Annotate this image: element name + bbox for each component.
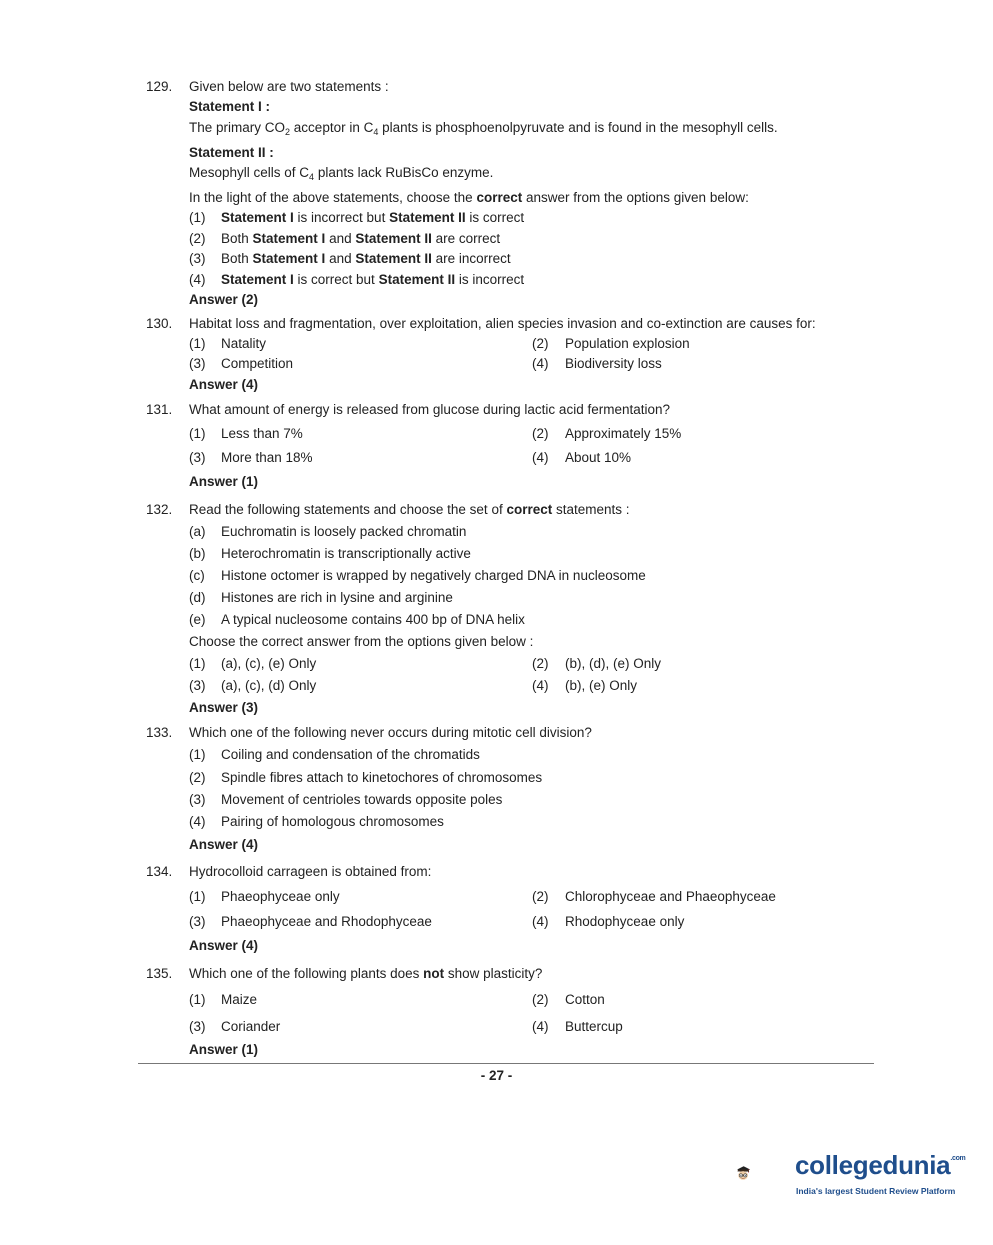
option-text: Phaeophyceae and Rhodophyceae [221, 914, 432, 929]
statement-text: Mesophyll cells of $C_4$ plants lack RuBisCo enzyme. [189, 165, 494, 182]
option-text: Cotton [565, 992, 605, 1007]
question-number: 130. [146, 316, 173, 331]
option-number: (3) [189, 450, 206, 465]
option-text: Competition [221, 356, 294, 371]
answer: Answer (1) [189, 474, 259, 489]
option-text: More than 18% [221, 450, 313, 465]
question-number: 134. [146, 864, 173, 879]
option-text: Coriander [221, 1019, 281, 1034]
option-number: (2) [532, 656, 549, 671]
option-number: (1) [189, 747, 206, 762]
question-text: Habitat loss and fragmentation, over exploitation, alien species invasion and co-extinction are causes for: [189, 316, 816, 331]
statement-label: Statement II : [189, 145, 274, 160]
option-text: About 10% [565, 450, 632, 465]
option-number: (2) [532, 426, 549, 441]
option-text: Buttercup [565, 1019, 623, 1034]
option-number: (4) [532, 356, 549, 371]
option-text: Coiling and condensation of the chromatids [221, 747, 480, 762]
option-text: Pairing of homologous chromosomes [221, 814, 444, 829]
question-number: 133. [146, 725, 173, 740]
option-number: (2) [189, 231, 206, 246]
answer: Answer (3) [189, 700, 259, 715]
question-text: Which one of the following never occurs during mitotic cell division? [189, 725, 592, 740]
statement-text: Euchromatin is loosely packed chromatin [221, 524, 467, 539]
option-text: Spindle fibres attach to kinetochores of chromosomes [221, 770, 543, 785]
option-number: (4) [189, 272, 206, 287]
option-number: (2) [532, 992, 549, 1007]
statement-label: (a) [189, 524, 206, 539]
statement-text: A typical nucleosome contains 400 bp of DNA helix [221, 612, 525, 627]
question-text: Given below are two statements : [189, 79, 389, 94]
mascot-icon [735, 1138, 797, 1208]
answer: Answer (1) [189, 1042, 259, 1057]
option-number: (3) [189, 251, 206, 266]
option-text: Both Statement I and Statement II are correct [221, 231, 501, 246]
statement-text: Histone octomer is wrapped by negatively charged DNA in nucleosome [221, 568, 646, 583]
option-text: Biodiversity loss [565, 356, 662, 371]
option-text: Statement I is correct but Statement II is incorrect [221, 272, 525, 287]
statement-label: (b) [189, 546, 206, 561]
statement-label: (c) [189, 568, 205, 583]
option-text: Movement of centrioles towards opposite poles [221, 792, 503, 807]
option-number: (2) [532, 889, 549, 904]
option-number: (4) [532, 678, 549, 693]
option-number: (1) [189, 656, 206, 671]
question-text: Which one of the following plants does not show plasticity? [189, 966, 543, 981]
option-text: (a), (c), (e) Only [221, 656, 317, 671]
brand-logo-text: collegedunia$^{.com}$ [795, 1150, 966, 1180]
page-number: - 27 - [480, 1068, 513, 1083]
option-number: (4) [532, 450, 549, 465]
option-text: Statement I is incorrect but Statement II is correct [221, 210, 525, 225]
statement-text: Histones are rich in lysine and arginine [221, 590, 453, 605]
option-text: Rhodophyceae only [565, 914, 685, 929]
option-number: (1) [189, 426, 206, 441]
statement-label: (e) [189, 612, 206, 627]
instruction-text: In the light of the above statements, choose the correct answer from the options given below: [189, 190, 749, 205]
option-text: Phaeophyceae only [221, 889, 340, 904]
statement-text: The primary $CO_2$ acceptor in $C_4$ plants is phosphoenolpyruvate and is found in the mesophyll cells. [189, 120, 778, 137]
option-text: Approximately 15% [565, 426, 682, 441]
option-number: (3) [189, 792, 206, 807]
question-text: Hydrocolloid carrageen is obtained from: [189, 864, 432, 879]
question-number: 132. [146, 502, 173, 517]
answer: Answer (4) [189, 837, 259, 852]
option-number: (1) [189, 336, 206, 351]
option-text: Maize [221, 992, 258, 1007]
footer-divider [138, 1063, 874, 1064]
option-number: (2) [189, 770, 206, 785]
option-number: (1) [189, 889, 206, 904]
answer: Answer (4) [189, 377, 259, 392]
option-text: Natality [221, 336, 267, 351]
option-number: (1) [189, 210, 206, 225]
question-number: 135. [146, 966, 173, 981]
option-text: Less than 7% [221, 426, 303, 441]
question-number: 129. [146, 79, 173, 94]
question-text: What amount of energy is released from glucose during lactic acid fermentation? [189, 402, 670, 417]
instruction-text: Choose the correct answer from the options given below : [189, 634, 534, 649]
statement-label: (d) [189, 590, 206, 605]
option-text: Both Statement I and Statement II are incorrect [221, 251, 511, 266]
option-number: (4) [532, 1019, 549, 1034]
option-text: (b), (d), (e) Only [565, 656, 662, 671]
option-number: (3) [189, 356, 206, 371]
statement-text: Heterochromatin is transcriptionally active [221, 546, 471, 561]
option-text: Chlorophyceae and Phaeophyceae [565, 889, 776, 904]
answer: Answer (2) [189, 292, 259, 307]
answer: Answer (4) [189, 938, 259, 953]
question-number: 131. [146, 402, 173, 417]
option-number: (3) [189, 1019, 206, 1034]
question-text: Read the following statements and choose the set of correct statements : [189, 502, 630, 517]
option-number: (4) [532, 914, 549, 929]
option-text: (b), (e) Only [565, 678, 638, 693]
statement-label: Statement I : [189, 99, 271, 114]
option-text: (a), (c), (d) Only [221, 678, 317, 693]
option-number: (2) [532, 336, 549, 351]
option-number: (3) [189, 914, 206, 929]
brand-tagline: India's largest Student Review Platform [796, 1186, 956, 1196]
option-number: (3) [189, 678, 206, 693]
option-number: (1) [189, 992, 206, 1007]
option-text: Population explosion [565, 336, 690, 351]
option-number: (4) [189, 814, 206, 829]
